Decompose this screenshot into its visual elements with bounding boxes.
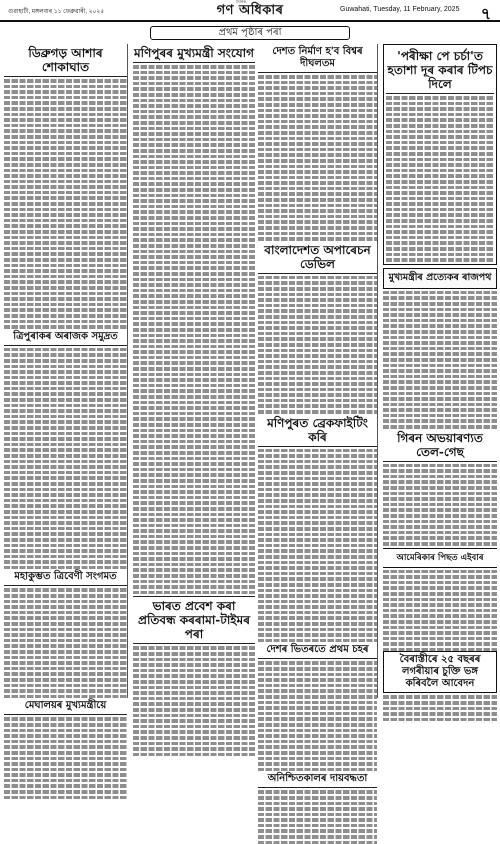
headline: ত্ৰিপুৰাকৰ অৰাজক সমুদ্ৰত (4, 329, 127, 346)
column-1 (4, 44, 128, 712)
featured-story-box (383, 44, 497, 265)
article-body (4, 717, 127, 799)
article-body (383, 570, 497, 652)
newspaper-logo: গণ অধিকাৰ (216, 3, 284, 18)
headline: বাংলাদেশত অপাৰেচন ডেভিল (258, 241, 377, 274)
article-body (383, 695, 497, 721)
article-body (4, 588, 127, 698)
masthead (0, 0, 500, 22)
headline: গিৰন অভয়াৰণ্যত তেল-গেছ (383, 429, 497, 462)
article-body (258, 449, 377, 643)
page-number: ৭ (480, 4, 492, 23)
logo-tagline: দৈনিক (236, 0, 247, 4)
column-3 (258, 44, 378, 785)
headline: দেশৰ ভিতৰতে প্ৰথম চহৰ (258, 642, 377, 659)
headline: অনিশ্চিতকালৰ দায়বদ্ধতা (258, 771, 377, 788)
headline: মণিপুৰত ব্ৰেকফাইটিং কৰি (258, 414, 377, 447)
article-body (383, 291, 497, 429)
headline: মেঘালয়ৰ মুখ্যমন্ত্ৰীয়ে (4, 698, 127, 715)
headline: ভাৰত প্ৰবেশ কৰা প্ৰতিবন্ধ কৰৰামা-টাইমৰ পৰা (133, 596, 255, 644)
article-body (258, 661, 377, 771)
headline: ডিব্ৰুগড় আশাৰ শোকাঘাত (4, 44, 127, 77)
article-body (4, 79, 127, 329)
article-body (386, 96, 494, 262)
article-body (133, 646, 255, 756)
column-2 (133, 44, 255, 698)
article-body (383, 464, 497, 546)
headline: দেশত নিৰ্মাণ হ'ব বিশ্বৰ দীঘলতম (258, 44, 377, 73)
article-body (133, 65, 255, 594)
headline: 'পৰীক্ষা পে চৰ্চা'ত হতাশা দূৰ কৰাৰ টিপচ দিলে (386, 47, 494, 94)
headline: মহাকুম্ভত ত্ৰিবেণী সংগমত (4, 569, 127, 586)
section-heading: মুখ্যমন্ত্ৰীৰ প্ৰত্যেকৰ ৰাজপথ (383, 268, 497, 289)
date-assamese: গুৱাহাটী, মঙ্গলবাৰ ১১ ফেব্ৰুৱাৰী, ২০২৫ (8, 9, 105, 15)
date-english: Guwahati, Tuesday, 11 February, 2025 (340, 6, 460, 13)
article-body (258, 75, 377, 241)
column-4 (383, 44, 497, 698)
article-body (258, 790, 377, 844)
article-body (258, 276, 377, 414)
headline: মণিপুৰৰ মুখ্যমন্ত্ৰী সংযোগ (133, 44, 255, 63)
continuation-banner: প্ৰথম পৃষ্ঠাৰ পৰা (150, 26, 350, 40)
section-heading: আমেৰিকাৰ পিছত এইবাৰ (383, 548, 497, 568)
article-body (4, 348, 127, 570)
headline: বৈৰাস্তীৰে ২৫ বছৰৰ লগৰীয়াৰ চুক্তি ভঙ্গ কৰিবলৈ আবেদন (383, 651, 497, 693)
